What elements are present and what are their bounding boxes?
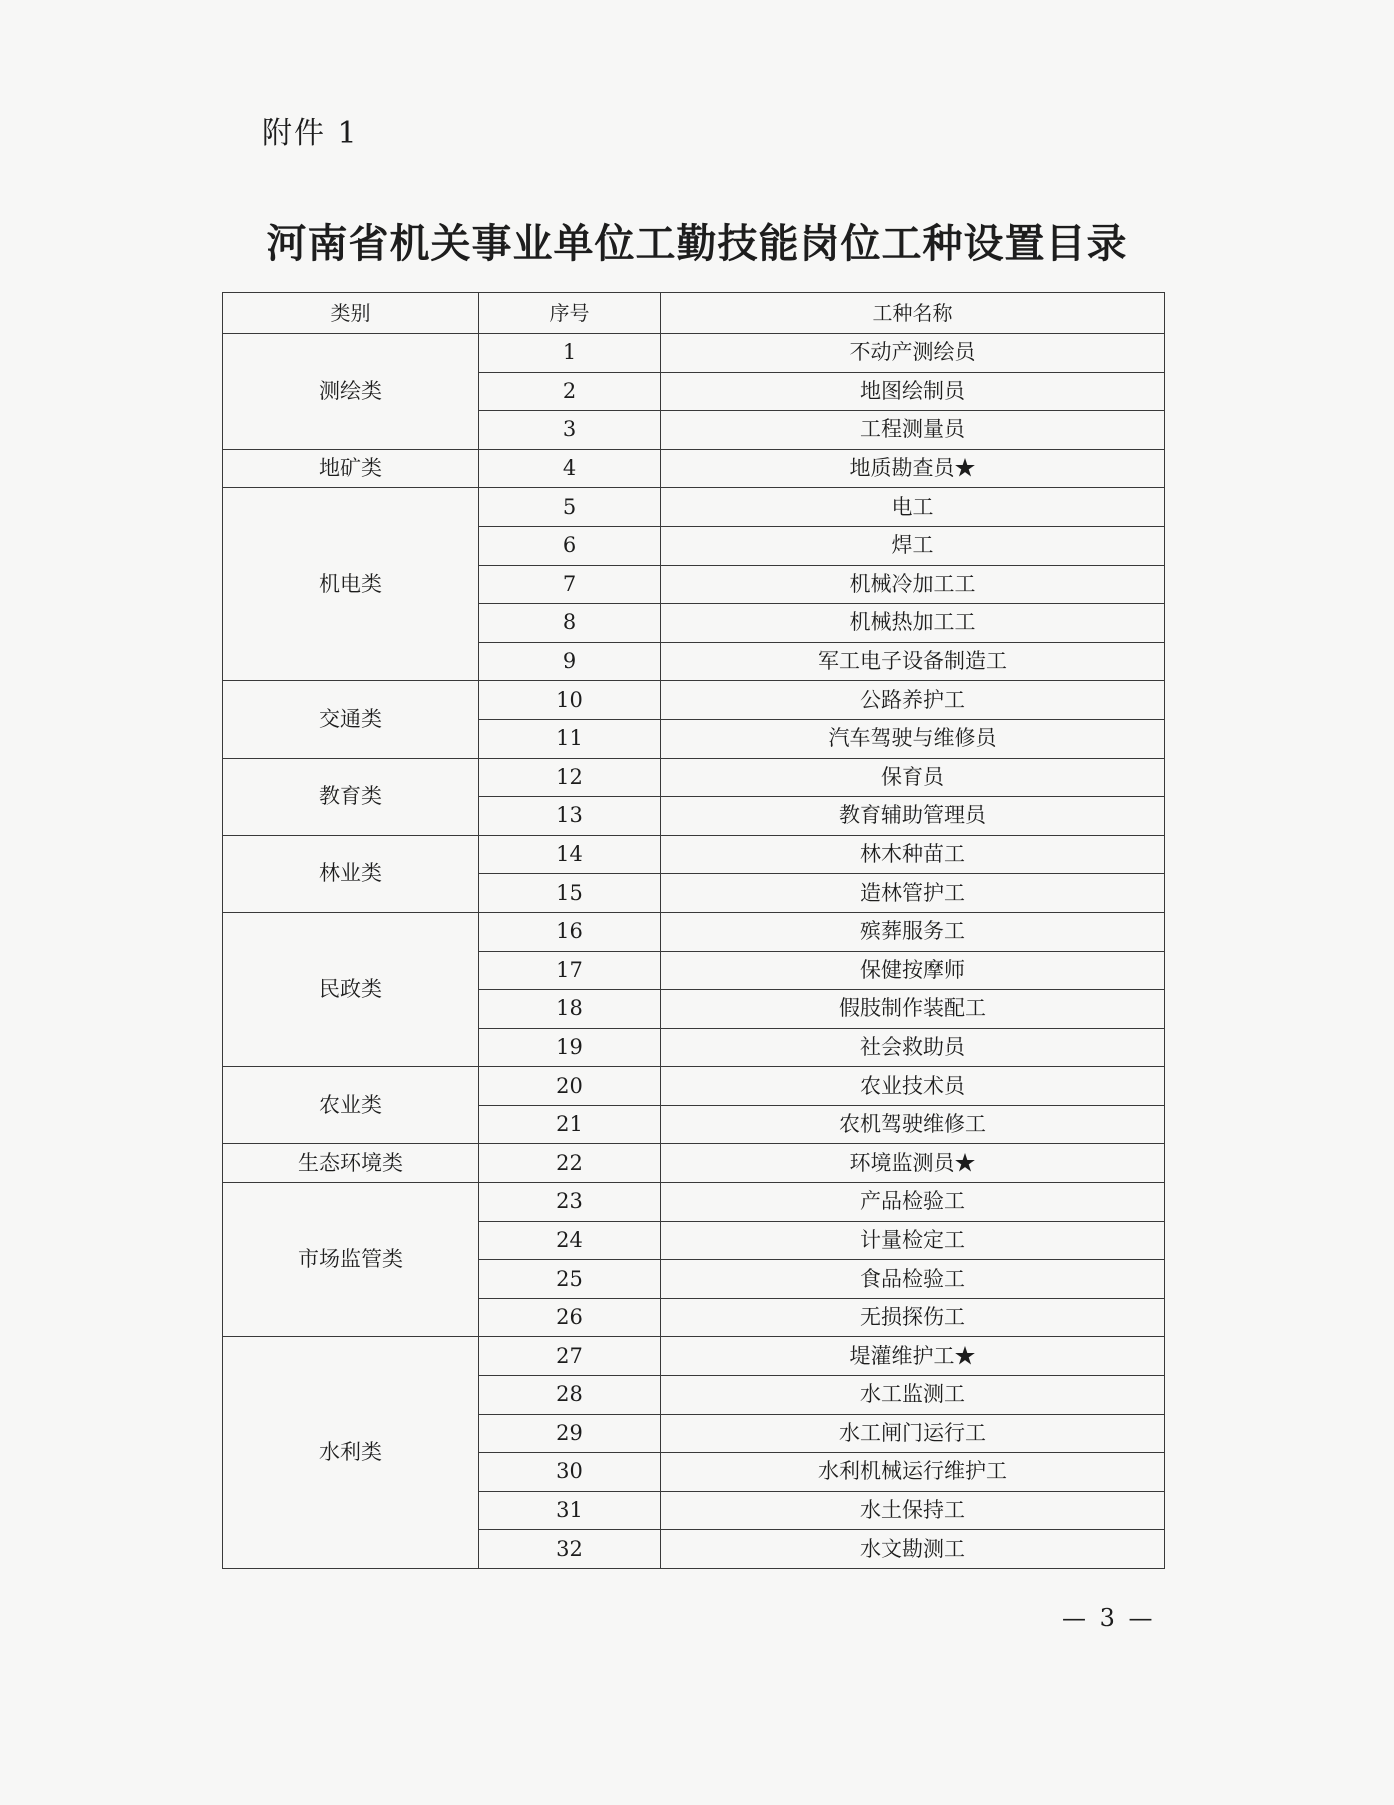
job-name-cell: 电工 bbox=[661, 488, 1165, 527]
number-cell: 4 bbox=[479, 449, 661, 488]
number-cell: 15 bbox=[479, 874, 661, 913]
job-name-cell: 军工电子设备制造工 bbox=[661, 642, 1165, 681]
job-name-cell: 社会救助员 bbox=[661, 1028, 1165, 1067]
category-cell: 生态环境类 bbox=[223, 1144, 479, 1183]
number-cell: 27 bbox=[479, 1337, 661, 1376]
number-cell: 18 bbox=[479, 990, 661, 1029]
table-row bbox=[223, 1067, 1165, 1106]
job-catalog-table bbox=[222, 292, 1165, 1569]
number-cell: 30 bbox=[479, 1453, 661, 1492]
job-name-cell: 水文勘测工 bbox=[661, 1530, 1165, 1569]
category-cell: 农业类 bbox=[223, 1067, 479, 1144]
category-cell: 地矿类 bbox=[223, 449, 479, 488]
job-name-cell: 林木种苗工 bbox=[661, 835, 1165, 874]
category-cell: 市场监管类 bbox=[223, 1183, 479, 1337]
number-cell: 23 bbox=[479, 1183, 661, 1222]
table-row bbox=[223, 449, 1165, 488]
category-cell: 教育类 bbox=[223, 758, 479, 835]
table-row bbox=[223, 1337, 1165, 1376]
number-cell: 12 bbox=[479, 758, 661, 797]
number-cell: 32 bbox=[479, 1530, 661, 1569]
table-row bbox=[223, 681, 1165, 720]
number-cell: 19 bbox=[479, 1028, 661, 1067]
table-row bbox=[223, 488, 1165, 527]
job-name-cell: 堤灌维护工★ bbox=[661, 1337, 1165, 1376]
number-cell: 16 bbox=[479, 912, 661, 951]
number-cell: 21 bbox=[479, 1105, 661, 1144]
number-cell: 17 bbox=[479, 951, 661, 990]
number-cell: 24 bbox=[479, 1221, 661, 1260]
table-header-row bbox=[223, 293, 1165, 334]
job-name-cell: 假肢制作装配工 bbox=[661, 990, 1165, 1029]
category-cell: 林业类 bbox=[223, 835, 479, 912]
job-name-cell: 殡葬服务工 bbox=[661, 912, 1165, 951]
table-row bbox=[223, 1144, 1165, 1183]
table-row bbox=[223, 912, 1165, 951]
job-name-cell: 食品检验工 bbox=[661, 1260, 1165, 1299]
job-name-cell: 环境监测员★ bbox=[661, 1144, 1165, 1183]
job-name-cell: 机械冷加工工 bbox=[661, 565, 1165, 604]
job-name-cell: 计量检定工 bbox=[661, 1221, 1165, 1260]
header-job-name: 工种名称 bbox=[661, 293, 1165, 334]
number-cell: 22 bbox=[479, 1144, 661, 1183]
job-name-cell: 保健按摩师 bbox=[661, 951, 1165, 990]
table-row bbox=[223, 334, 1165, 373]
number-cell: 13 bbox=[479, 797, 661, 836]
number-cell: 3 bbox=[479, 411, 661, 450]
number-cell: 9 bbox=[479, 642, 661, 681]
number-cell: 7 bbox=[479, 565, 661, 604]
header-number: 序号 bbox=[479, 293, 661, 334]
table-row bbox=[223, 835, 1165, 874]
job-name-cell: 造林管护工 bbox=[661, 874, 1165, 913]
number-cell: 11 bbox=[479, 719, 661, 758]
job-name-cell: 不动产测绘员 bbox=[661, 334, 1165, 373]
document-title: 河南省机关事业单位工勤技能岗位工种设置目录 bbox=[266, 221, 1128, 267]
job-name-cell: 产品检验工 bbox=[661, 1183, 1165, 1222]
number-cell: 5 bbox=[479, 488, 661, 527]
header-category: 类别 bbox=[223, 293, 479, 334]
number-cell: 25 bbox=[479, 1260, 661, 1299]
number-cell: 14 bbox=[479, 835, 661, 874]
category-cell: 机电类 bbox=[223, 488, 479, 681]
job-name-cell: 机械热加工工 bbox=[661, 604, 1165, 643]
number-cell: 8 bbox=[479, 604, 661, 643]
job-name-cell: 汽车驾驶与维修员 bbox=[661, 719, 1165, 758]
job-name-cell: 农业技术员 bbox=[661, 1067, 1165, 1106]
job-name-cell: 保育员 bbox=[661, 758, 1165, 797]
job-name-cell: 水土保持工 bbox=[661, 1491, 1165, 1530]
number-cell: 10 bbox=[479, 681, 661, 720]
number-cell: 2 bbox=[479, 372, 661, 411]
job-name-cell: 教育辅助管理员 bbox=[661, 797, 1165, 836]
page-number: — 3 — bbox=[1062, 1604, 1156, 1632]
number-cell: 6 bbox=[479, 526, 661, 565]
table-body bbox=[223, 334, 1165, 1569]
number-cell: 28 bbox=[479, 1376, 661, 1415]
job-name-cell: 地图绘制员 bbox=[661, 372, 1165, 411]
job-name-cell: 无损探伤工 bbox=[661, 1298, 1165, 1337]
job-name-cell: 水利机械运行维护工 bbox=[661, 1453, 1165, 1492]
job-name-cell: 公路养护工 bbox=[661, 681, 1165, 720]
job-name-cell: 焊工 bbox=[661, 526, 1165, 565]
job-name-cell: 水工闸门运行工 bbox=[661, 1414, 1165, 1453]
table-row bbox=[223, 1183, 1165, 1222]
number-cell: 31 bbox=[479, 1491, 661, 1530]
attachment-label: 附件 1 bbox=[262, 116, 359, 151]
job-name-cell: 水工监测工 bbox=[661, 1376, 1165, 1415]
table-row bbox=[223, 758, 1165, 797]
number-cell: 29 bbox=[479, 1414, 661, 1453]
category-cell: 测绘类 bbox=[223, 334, 479, 450]
number-cell: 1 bbox=[479, 334, 661, 373]
job-name-cell: 工程测量员 bbox=[661, 411, 1165, 450]
number-cell: 26 bbox=[479, 1298, 661, 1337]
category-cell: 水利类 bbox=[223, 1337, 479, 1569]
job-name-cell: 农机驾驶维修工 bbox=[661, 1105, 1165, 1144]
category-cell: 民政类 bbox=[223, 912, 479, 1066]
category-cell: 交通类 bbox=[223, 681, 479, 758]
job-name-cell: 地质勘查员★ bbox=[661, 449, 1165, 488]
number-cell: 20 bbox=[479, 1067, 661, 1106]
